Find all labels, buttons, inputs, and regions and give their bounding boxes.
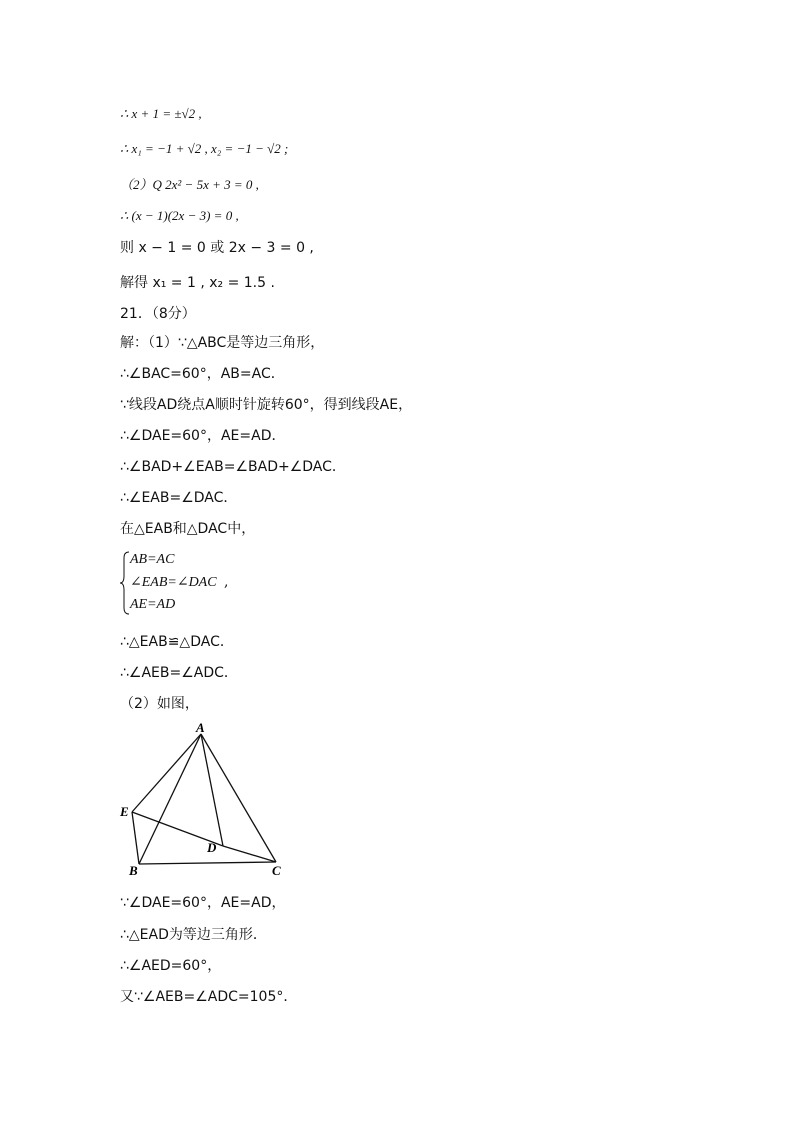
label-a: A — [196, 722, 205, 735]
step-dae-ae-ad: ∵∠DAE=60°，AE=AD， — [120, 895, 286, 911]
segment-ae — [132, 734, 201, 812]
step-aed-60: ∴∠AED=60°， — [120, 958, 222, 974]
label-c: C — [272, 863, 281, 878]
step-in-triangles: 在△EAB和△DAC中， — [120, 521, 256, 537]
system-comma: , — [224, 574, 229, 590]
step-roots-2: 解得 x₁ = 1 , x₂ = 1.5 . — [120, 275, 275, 291]
step-factors-zero: 则 x − 1 = 0 或 2x − 3 = 0 , — [120, 240, 314, 256]
step-rotation: ∵线段AD绕点A顺时针旋转60°，得到线段AE， — [120, 397, 413, 413]
step-aeb-adc: ∴∠AEB=∠ADC． — [120, 665, 238, 681]
triangle-figure — [118, 722, 298, 882]
solution-part2-start: （2）如图， — [120, 696, 199, 712]
label-e: E — [120, 804, 129, 819]
step-aeb-105: 又∵∠AEB=∠ADC=105°． — [120, 989, 298, 1005]
step-bac-60: ∴∠BAC=60°，AB=AC． — [120, 366, 285, 382]
segment-bc — [139, 862, 276, 864]
step-eab-dac: ∴∠EAB=∠DAC． — [120, 490, 238, 506]
step-x-plus-1: ∴ x + 1 = ±√2 , — [120, 106, 202, 121]
step-dae-60: ∴∠DAE=60°，AE=AD． — [120, 428, 286, 444]
label-b: B — [129, 863, 138, 878]
condition-angle-eab-dac: ∠EAB=∠DAC — [130, 575, 217, 590]
condition-ab-ac: AB=AC — [130, 552, 175, 567]
step-factorization: ∴ (x − 1)(2x − 3) = 0 , — [120, 208, 239, 223]
congruence-conditions — [120, 550, 280, 616]
problem-21-heading: 21．（8分） — [120, 306, 196, 322]
step-ead-equilateral: ∴△EAD为等边三角形． — [120, 927, 267, 943]
label-d: D — [207, 840, 217, 855]
solution-part1-start: 解：（1）∵△ABC是等边三角形， — [120, 335, 325, 351]
segment-eb — [132, 812, 139, 864]
segment-ad — [201, 734, 223, 846]
condition-ae-ad: AE=AD — [130, 597, 176, 612]
step-congruent: ∴△EAB≌△DAC． — [120, 634, 234, 650]
step-roots-1: ∴ x₁ = −1 + √2 , x₂ = −1 − √2 ; — [120, 141, 289, 156]
step-part2-equation: （2）Q 2x² − 5x + 3 = 0 , — [120, 177, 259, 192]
segment-ab — [139, 734, 201, 864]
step-angle-sum: ∴∠BAD+∠EAB=∠BAD+∠DAC． — [120, 459, 346, 475]
